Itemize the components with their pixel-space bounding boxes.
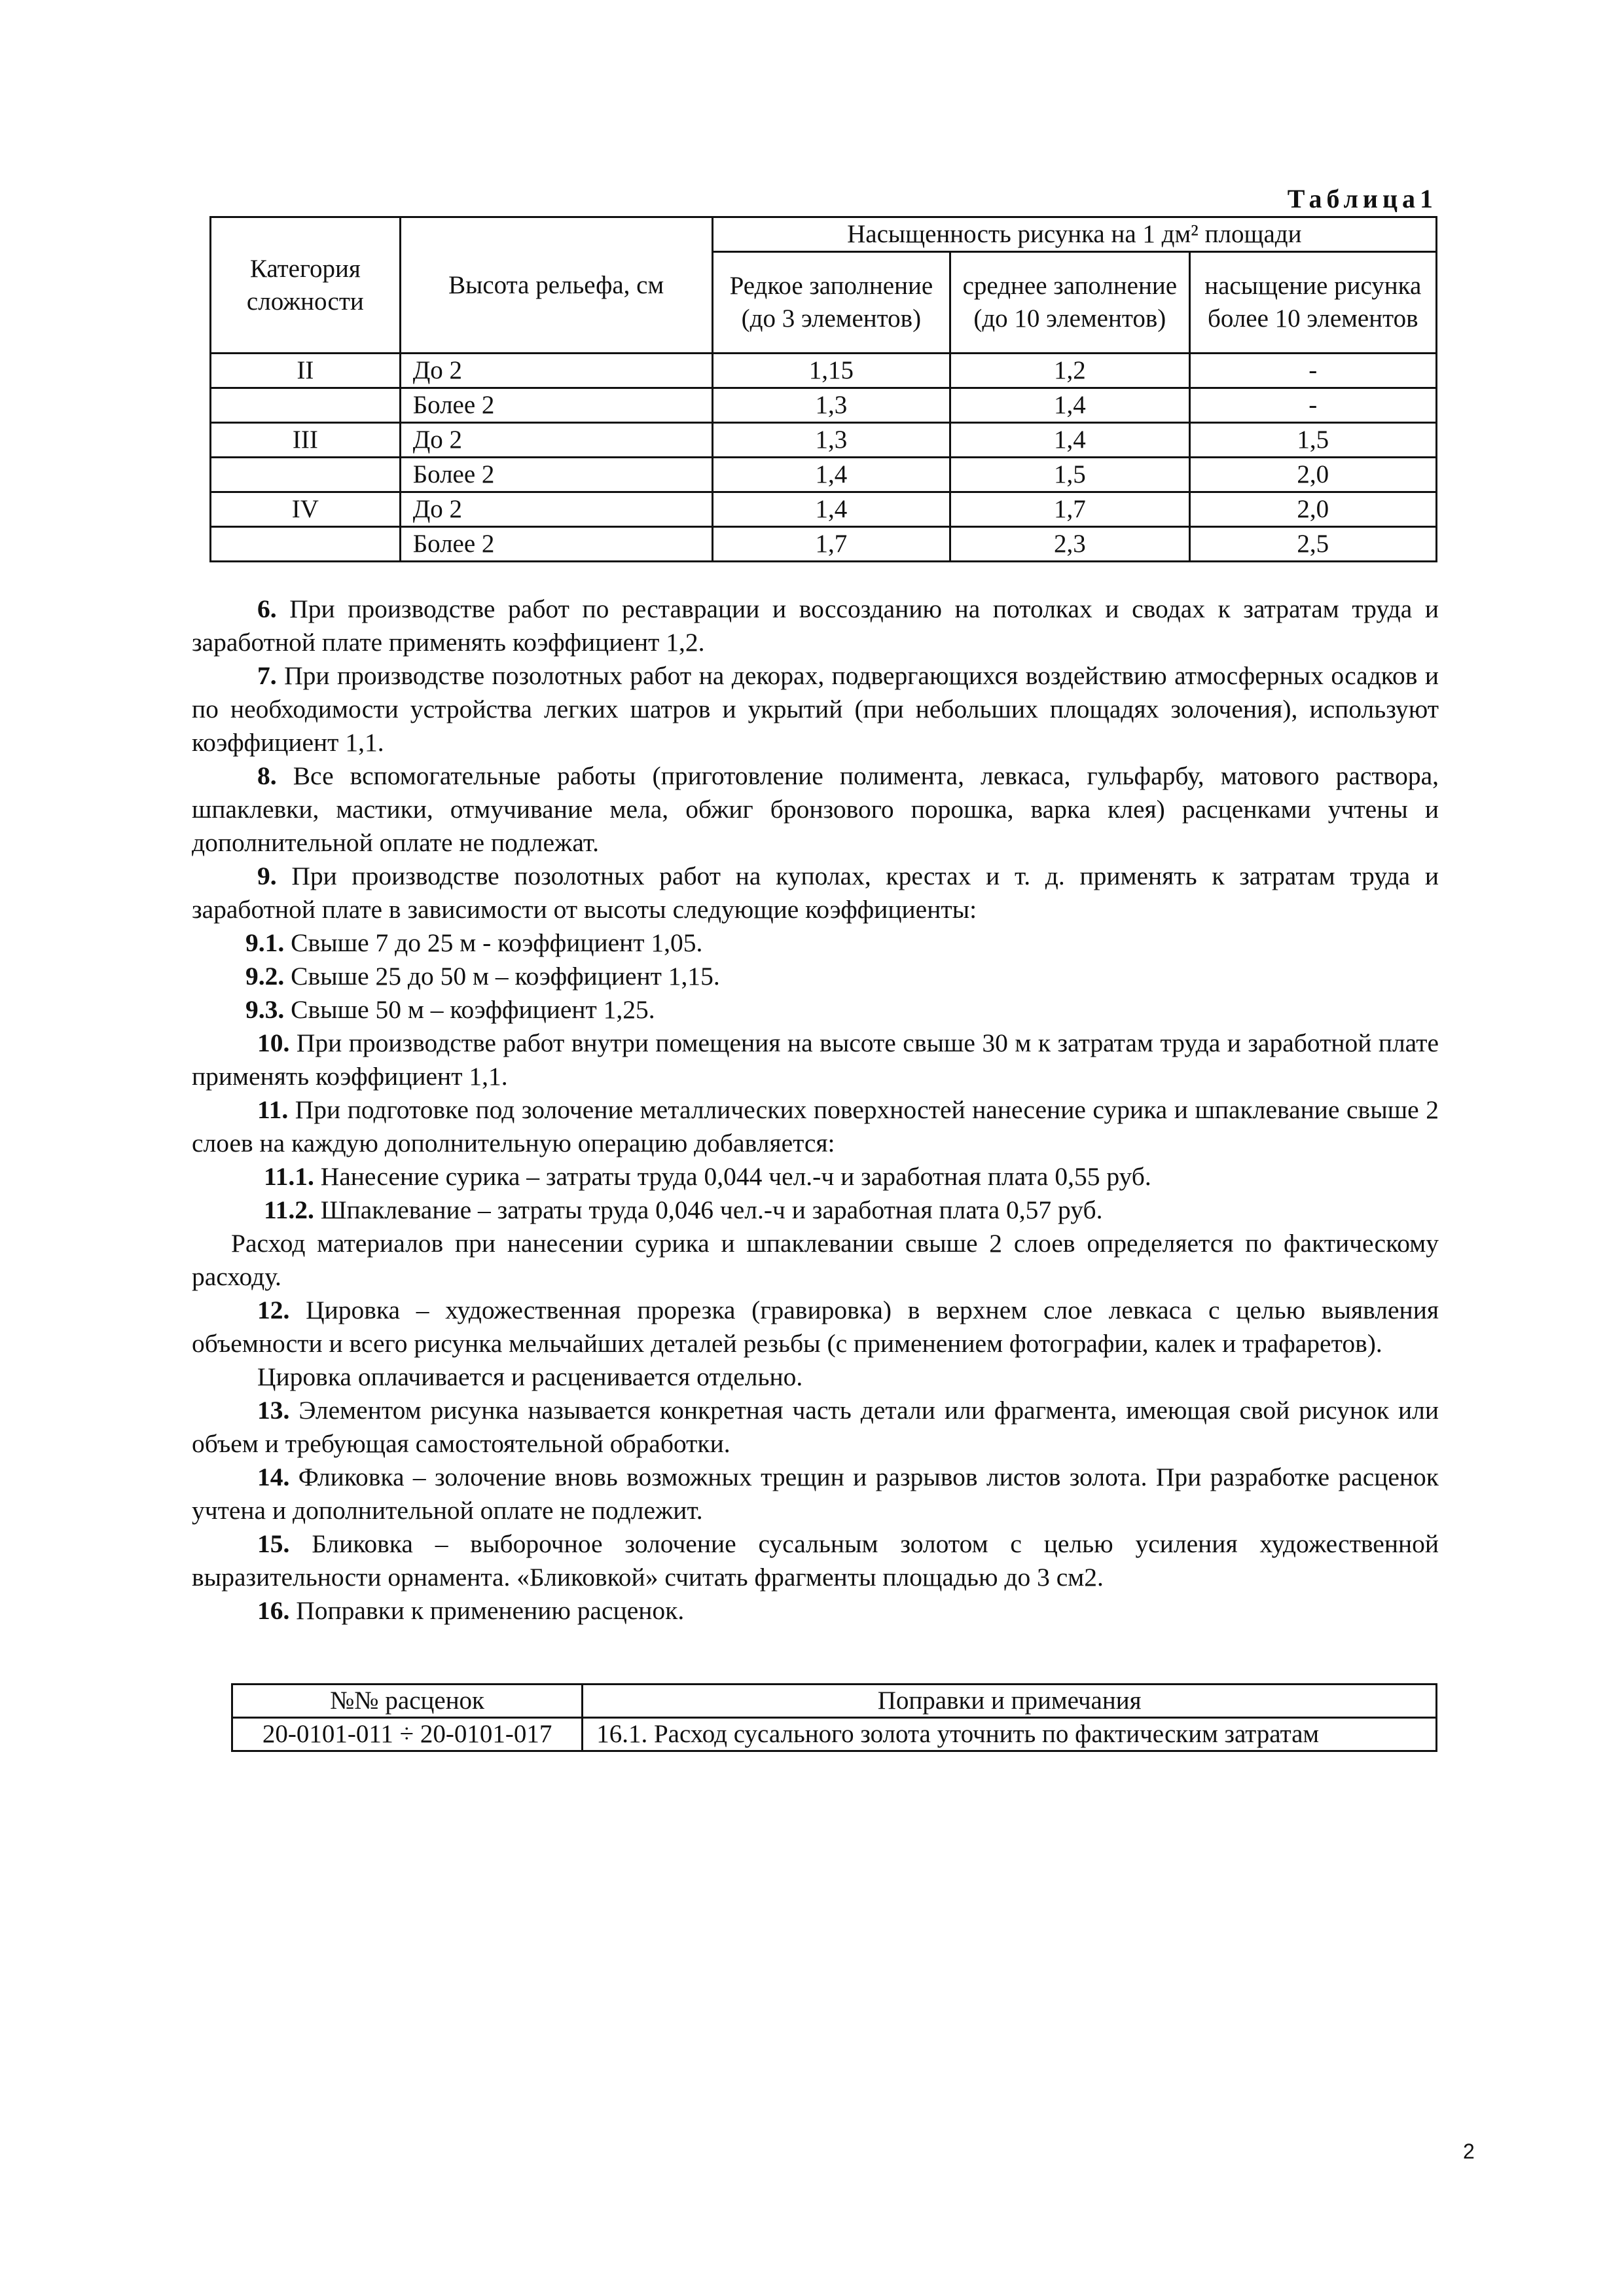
cell-rare: 1,4 bbox=[712, 458, 950, 492]
paragraph-11 bbox=[192, 1093, 1439, 1160]
paragraph-number: 9.3. bbox=[245, 995, 285, 1024]
coefficient-table bbox=[209, 216, 1437, 562]
paragraph-text: Расход материалов при нанесении сурика и шпаклевании свыше 2 слоев определяется по фактическому расходу. bbox=[192, 1229, 1439, 1291]
cell-codes: 20-0101-011 ÷ 20-0101-017 bbox=[232, 1718, 583, 1751]
table-row bbox=[211, 492, 1437, 527]
cell-notes: 16.1. Расход сусального золота уточнить по фактическим затратам bbox=[583, 1718, 1437, 1751]
cell-dense: - bbox=[1189, 354, 1436, 388]
paragraph-number: 9.2. bbox=[245, 962, 285, 991]
header-rare: Редкое заполнение (до 3 элементов) bbox=[712, 252, 950, 354]
cell-medium: 1,5 bbox=[950, 458, 1189, 492]
paragraph-11-2 bbox=[192, 1194, 1439, 1227]
table-row bbox=[211, 354, 1437, 388]
cell-medium: 1,2 bbox=[950, 354, 1189, 388]
cell-medium: 1,4 bbox=[950, 423, 1189, 458]
cell-rare: 1,4 bbox=[712, 492, 950, 527]
paragraph-15 bbox=[192, 1527, 1439, 1594]
table-row bbox=[211, 388, 1437, 423]
cell-dense: 1,5 bbox=[1189, 423, 1436, 458]
paragraph-9-1 bbox=[192, 926, 1439, 960]
cell-rare: 1,3 bbox=[712, 388, 950, 423]
paragraph-text: Свыше 50 м – коэффициент 1,25. bbox=[284, 995, 655, 1024]
paragraph-text: Элементом рисунка называется конкретная часть детали или фрагмента, имеющая свой рисунок или объем и требующая самостоятельной обработки. bbox=[192, 1396, 1439, 1458]
paragraph-9-2 bbox=[192, 960, 1439, 993]
cell-relief: До 2 bbox=[400, 423, 712, 458]
table-row bbox=[211, 458, 1437, 492]
cell-dense: 2,0 bbox=[1189, 492, 1436, 527]
paragraph-text: При производстве позолотных работ на куполах, крестах и т. д. применять к затратам труда и заработной плате в зависимости от высоты следующие коэффициенты: bbox=[192, 862, 1439, 924]
cell-medium: 1,4 bbox=[950, 388, 1189, 423]
cell-medium: 2,3 bbox=[950, 527, 1189, 562]
paragraph-text: Нанесение сурика – затраты труда 0,044 чел.-ч и заработная плата 0,55 руб. bbox=[314, 1162, 1151, 1191]
cell-relief: Более 2 bbox=[400, 458, 712, 492]
table-caption: Таблица1 bbox=[1287, 184, 1437, 213]
paragraph-text: Шпаклевание – затраты труда 0,046 чел.-ч и заработная плата 0,57 руб. bbox=[314, 1195, 1103, 1224]
cell-dense: 2,0 bbox=[1189, 458, 1436, 492]
paragraph-number: 6. bbox=[257, 594, 277, 623]
cell-category: II bbox=[211, 354, 401, 388]
cell-relief: До 2 bbox=[400, 354, 712, 388]
paragraph-14 bbox=[192, 1461, 1439, 1527]
paragraph-number: 7. bbox=[257, 661, 277, 690]
cell-dense: - bbox=[1189, 388, 1436, 423]
paragraph-text: При производстве позолотных работ на декорах, подвергающихся воздействию атмосферных осадков и по необходимости устройства легких шатров и укрытий (при небольших площадях золочения), используют коэффициент 1,1. bbox=[192, 661, 1439, 757]
cell-category bbox=[211, 527, 401, 562]
paragraph-number: 9. bbox=[257, 862, 277, 890]
header-saturation: Насыщенность рисунка на 1 дм² площади bbox=[712, 217, 1436, 252]
paragraph-number: 11. bbox=[257, 1095, 289, 1124]
paragraph-text: Цировка – художественная прорезка (гравировка) в верхнем слое левкаса с целью выявления объемности и всего рисунка мельчайших деталей резьбы (с применением фотографии, калек и трафаретов). bbox=[192, 1296, 1439, 1358]
paragraph-tsirovka bbox=[192, 1360, 1439, 1394]
paragraph-text: Поправки к применению расценок. bbox=[289, 1596, 685, 1625]
paragraph-number: 14. bbox=[257, 1463, 290, 1491]
header-relief: Высота рельефа, см bbox=[400, 217, 712, 354]
paragraph-text: Фликовка – золочение вновь возможных трещин и разрывов листов золота. При разработке расценок учтена и дополнительной оплате не подлежит. bbox=[192, 1463, 1439, 1525]
cell-rare: 1,3 bbox=[712, 423, 950, 458]
cell-category bbox=[211, 458, 401, 492]
paragraph-number: 8. bbox=[257, 761, 277, 790]
cell-dense: 2,5 bbox=[1189, 527, 1436, 562]
paragraph-number: 11.1. bbox=[264, 1162, 314, 1191]
paragraph-text: При подготовке под золочение металлических поверхностей нанесение сурика и шпаклевание свыше 2 слоев на каждую дополнительную операцию добавляется: bbox=[192, 1095, 1439, 1157]
cell-relief: До 2 bbox=[400, 492, 712, 527]
table-row bbox=[232, 1718, 1437, 1751]
table-row bbox=[211, 423, 1437, 458]
paragraph-number: 16. bbox=[257, 1596, 290, 1625]
paragraph-12 bbox=[192, 1294, 1439, 1360]
header-category: Категория сложности bbox=[211, 217, 401, 354]
body-text bbox=[192, 592, 1439, 1628]
cell-rare: 1,15 bbox=[712, 354, 950, 388]
paragraph-text: Свыше 7 до 25 м - коэффициент 1,05. bbox=[284, 928, 703, 957]
cell-rare: 1,7 bbox=[712, 527, 950, 562]
paragraph-9-3 bbox=[192, 993, 1439, 1027]
header-dense: насыщение рисунка более 10 элементов bbox=[1189, 252, 1436, 354]
cell-category: IV bbox=[211, 492, 401, 527]
paragraph-number: 13. bbox=[257, 1396, 290, 1425]
page-number: 2 bbox=[1463, 2140, 1475, 2163]
paragraph-16 bbox=[192, 1594, 1439, 1628]
paragraph-10 bbox=[192, 1027, 1439, 1093]
paragraph-text: Бликовка – выборочное золочение сусальным золотом с целью усиления художественной выразительности орнамента. «Бликовкой» считать фрагменты площадью до 3 см2. bbox=[192, 1529, 1439, 1592]
paragraph-text: При производстве работ по реставрации и воссозданию на потолках и сводах к затратам труда и заработной плате применять коэффициент 1,2. bbox=[192, 594, 1439, 657]
paragraph-number: 11.2. bbox=[264, 1195, 314, 1224]
paragraph-number: 10. bbox=[257, 1029, 290, 1057]
cell-category: III bbox=[211, 423, 401, 458]
paragraph-6 bbox=[192, 592, 1439, 659]
paragraph-number: 12. bbox=[257, 1296, 290, 1324]
paragraph-11-1 bbox=[192, 1160, 1439, 1194]
header-medium: среднее заполнение (до 10 элементов) bbox=[950, 252, 1189, 354]
paragraph-text: При производстве работ внутри помещения на высоте свыше 30 м к затратам труда и заработной плате применять коэффициент 1,1. bbox=[192, 1029, 1439, 1091]
header-notes: Поправки и примечания bbox=[583, 1685, 1437, 1718]
paragraph-materials bbox=[192, 1227, 1439, 1294]
paragraph-text: Свыше 25 до 50 м – коэффициент 1,15. bbox=[284, 962, 720, 991]
cell-relief: Более 2 bbox=[400, 388, 712, 423]
paragraph-7 bbox=[192, 659, 1439, 759]
cell-relief: Более 2 bbox=[400, 527, 712, 562]
paragraph-text: Все вспомогательные работы (приготовление полимента, левкаса, гульфарбу, матового раствора, шпаклевки, мастики, отмучивание мела, обжиг бронзового порошка, варка клея) расценками учтены и дополнительной оплате не подлежат. bbox=[192, 761, 1439, 857]
paragraph-number: 9.1. bbox=[245, 928, 285, 957]
cell-category bbox=[211, 388, 401, 423]
cell-medium: 1,7 bbox=[950, 492, 1189, 527]
table-row bbox=[211, 527, 1437, 562]
paragraph-9 bbox=[192, 860, 1439, 926]
corrections-table bbox=[231, 1683, 1437, 1752]
paragraph-13 bbox=[192, 1394, 1439, 1461]
paragraph-text: Цировка оплачивается и расценивается отдельно. bbox=[257, 1362, 803, 1391]
header-codes: №№ расценок bbox=[232, 1685, 583, 1718]
paragraph-8 bbox=[192, 759, 1439, 860]
paragraph-number: 15. bbox=[257, 1529, 290, 1558]
